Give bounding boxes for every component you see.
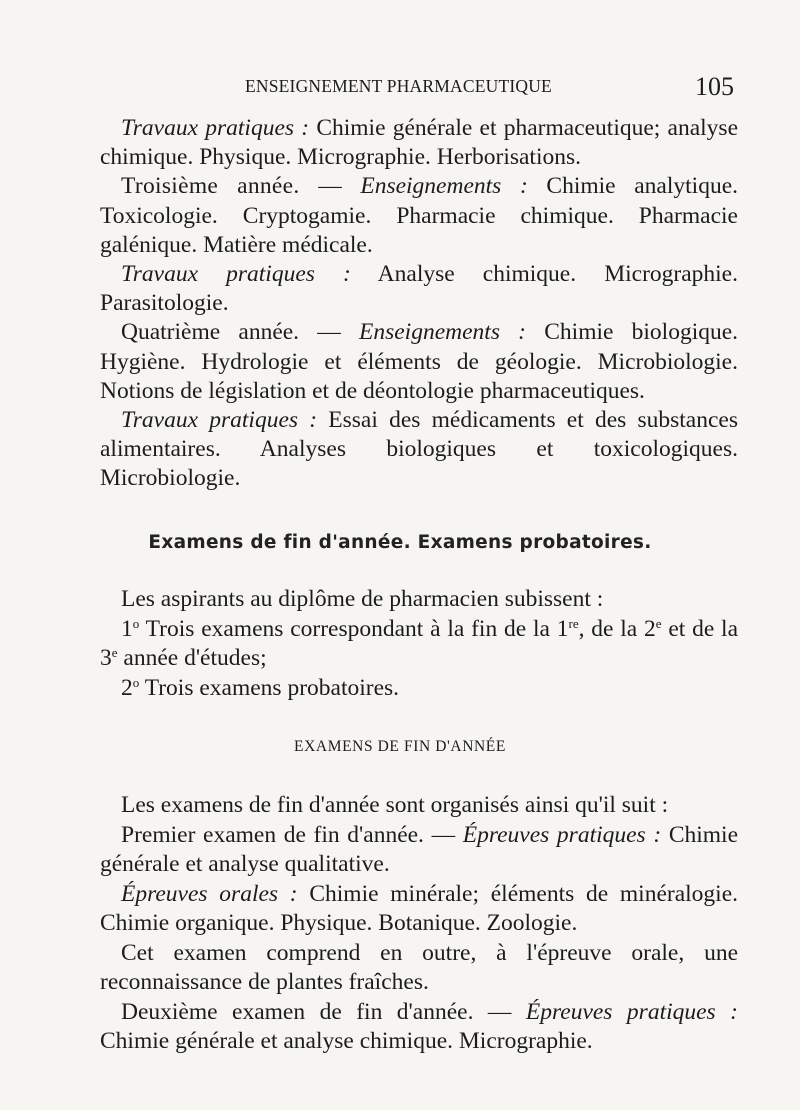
first-exam-heading: Premier examen de fin d'année.	[121, 821, 424, 848]
item-text: et de la 3	[100, 615, 739, 671]
first-exam-orals	[100, 880, 738, 939]
intro-item-1	[100, 615, 738, 674]
section-title: Examens de fin d'année. Examens probatoires.	[148, 532, 652, 553]
year3-heading: Troisième année.	[121, 173, 300, 200]
orales-label: Épreuves orales :	[121, 880, 298, 907]
year2-practicals	[100, 114, 738, 172]
pratiques-text: Chimie générale et analyse chimique. Micrographie.	[100, 1028, 593, 1054]
practicals-text: Analyse chimique. Micrographie. Parasitologie.	[100, 261, 738, 317]
pratiques-label: Épreuves pratiques :	[462, 821, 662, 848]
running-title: ENSEIGNEMENT PHARMACEUTIQUE	[245, 76, 552, 96]
intro-line: Les aspirants au diplôme de pharmacien subissent :	[121, 586, 604, 612]
item-number: 2	[121, 674, 133, 701]
year3-practicals	[100, 260, 738, 318]
subsection-title: EXAMENS DE FIN D'ANNÉE	[294, 738, 506, 755]
item-text: Trois examens probatoires.	[144, 674, 400, 701]
year4-practicals	[100, 406, 738, 494]
practicals-text: Essai des médicaments et des substances alimentaires. Analyses biologiques et toxicologiques. Microbiologie.	[100, 407, 738, 492]
item-number: 1	[121, 615, 133, 642]
pratiques-label: Épreuves pratiques :	[525, 998, 738, 1025]
ordinal-mark: o	[132, 615, 140, 631]
practicals-label: Travaux pratiques :	[121, 261, 351, 288]
teaching-text: Chimie analytique. Toxicologie. Cryptogamie. Pharmacie chimique. Pharmacie galénique. Matière médicale.	[100, 173, 739, 258]
year4-heading: Quatrième année.	[121, 319, 300, 346]
item-text: Trois examens correspondant à la fin de la 1	[145, 615, 569, 642]
practicals-label: Travaux pratiques :	[121, 115, 310, 141]
exams-intro: Les examens de fin d'année sont organisés ainsi qu'il suit :	[121, 792, 669, 818]
ordinal-mark: e	[111, 645, 118, 660]
running-head	[100, 72, 738, 104]
curriculum-text	[100, 114, 738, 494]
dash: —	[317, 319, 341, 346]
practicals-label: Travaux pratiques :	[121, 407, 318, 434]
page-number: 105	[695, 72, 734, 101]
practicals-text: Chimie générale et pharmaceutique; analyse chimique. Physique. Micrographie. Herborisations.	[100, 115, 739, 171]
exams-text	[100, 791, 738, 1057]
item-text: année d'études;	[123, 645, 267, 671]
year3-teaching	[100, 172, 738, 260]
dash: —	[487, 998, 512, 1025]
orales-text: Chimie minérale; éléments de minéralogie. Chimie organique. Physique. Botanique. Zoologie.	[100, 880, 739, 936]
pratiques-text: Chimie générale et analyse qualitative.	[100, 821, 739, 877]
ordinal-mark: re	[568, 615, 579, 631]
intro-item-2	[100, 674, 738, 704]
second-exam-heading: Deuxième examen de fin d'année.	[121, 998, 474, 1025]
teaching-label: Enseignements :	[360, 173, 528, 200]
first-exam-extra: Cet examen comprend en outre, à l'épreuve orale, une reconnaissance de plantes fraîches.	[100, 939, 738, 995]
dash: —	[318, 173, 342, 200]
teaching-text: Chimie biologique. Hygiène. Hydrologie et éléments de géologie. Microbiologie. Notions de législation et de déontologie pharmaceutiques.	[100, 319, 739, 404]
second-exam-practicals	[100, 998, 738, 1057]
ordinal-mark: e	[655, 615, 662, 631]
teaching-label: Enseignements :	[359, 319, 527, 346]
item-text: , de la 2	[578, 615, 656, 642]
intro-text	[100, 585, 738, 703]
dash: —	[431, 821, 456, 848]
first-exam-practicals	[100, 821, 738, 880]
year4-teaching	[100, 318, 738, 406]
ordinal-mark: o	[132, 674, 140, 690]
